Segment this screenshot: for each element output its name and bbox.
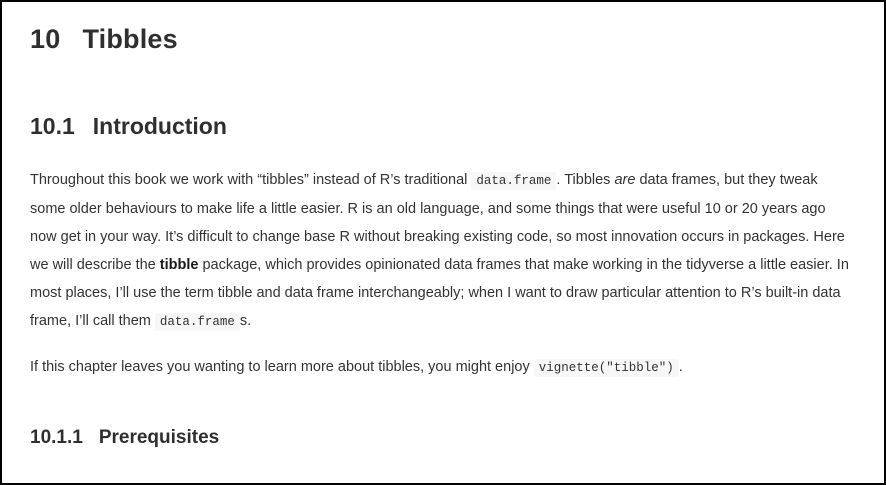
section-title-text: Introduction <box>92 113 227 139</box>
intro-text-part4: package, which provides opinionated data frames that make working in the tidyverse a little easier. In most places, I’ll use the term tibble and data frame interchangeably; when I want to draw particular attention to R’s built-in data frame, I’ll call them <box>30 257 849 329</box>
intro-text-part2: . Tibbles <box>556 172 611 188</box>
subsection-number: 10.1.1 <box>30 427 83 448</box>
chapter-number: 10 <box>30 24 61 54</box>
inline-code-data-frame-2: data.frame <box>155 313 240 331</box>
vignette-paragraph <box>30 353 856 382</box>
intro-paragraph <box>30 166 856 336</box>
intro-text-part5: s. <box>239 313 252 329</box>
chapter-title-text: Tibbles <box>82 24 178 54</box>
intro-text-part1: Throughout this book we work with “tibbles” instead of R’s traditional <box>30 172 468 188</box>
subsection-heading <box>30 427 856 449</box>
section-number: 10.1 <box>30 113 75 139</box>
intro-strong-tibble: tibble <box>159 257 199 273</box>
chapter-heading <box>30 24 856 55</box>
vignette-text-part2: . <box>678 359 683 375</box>
document-content <box>2 2 884 449</box>
vignette-text-part1: If this chapter leaves you wanting to learn more about tibbles, you might enjoy <box>30 359 530 375</box>
intro-text-part3: data frames, but they tweak some older behaviours to make life a little easier. R is an old language, and some things that were useful 10 or 20 years ago now get in your way. It’s difficult to change base R without breaking existing code, so most innovation occurs in packages. Here we will describe the <box>30 172 845 273</box>
section-heading <box>30 113 856 140</box>
intro-emphasis-are: are <box>614 172 636 188</box>
inline-code-vignette: vignette("tibble") <box>534 359 679 377</box>
inline-code-data-frame-1: data.frame <box>471 172 556 190</box>
subsection-title-text: Prerequisites <box>98 427 220 448</box>
